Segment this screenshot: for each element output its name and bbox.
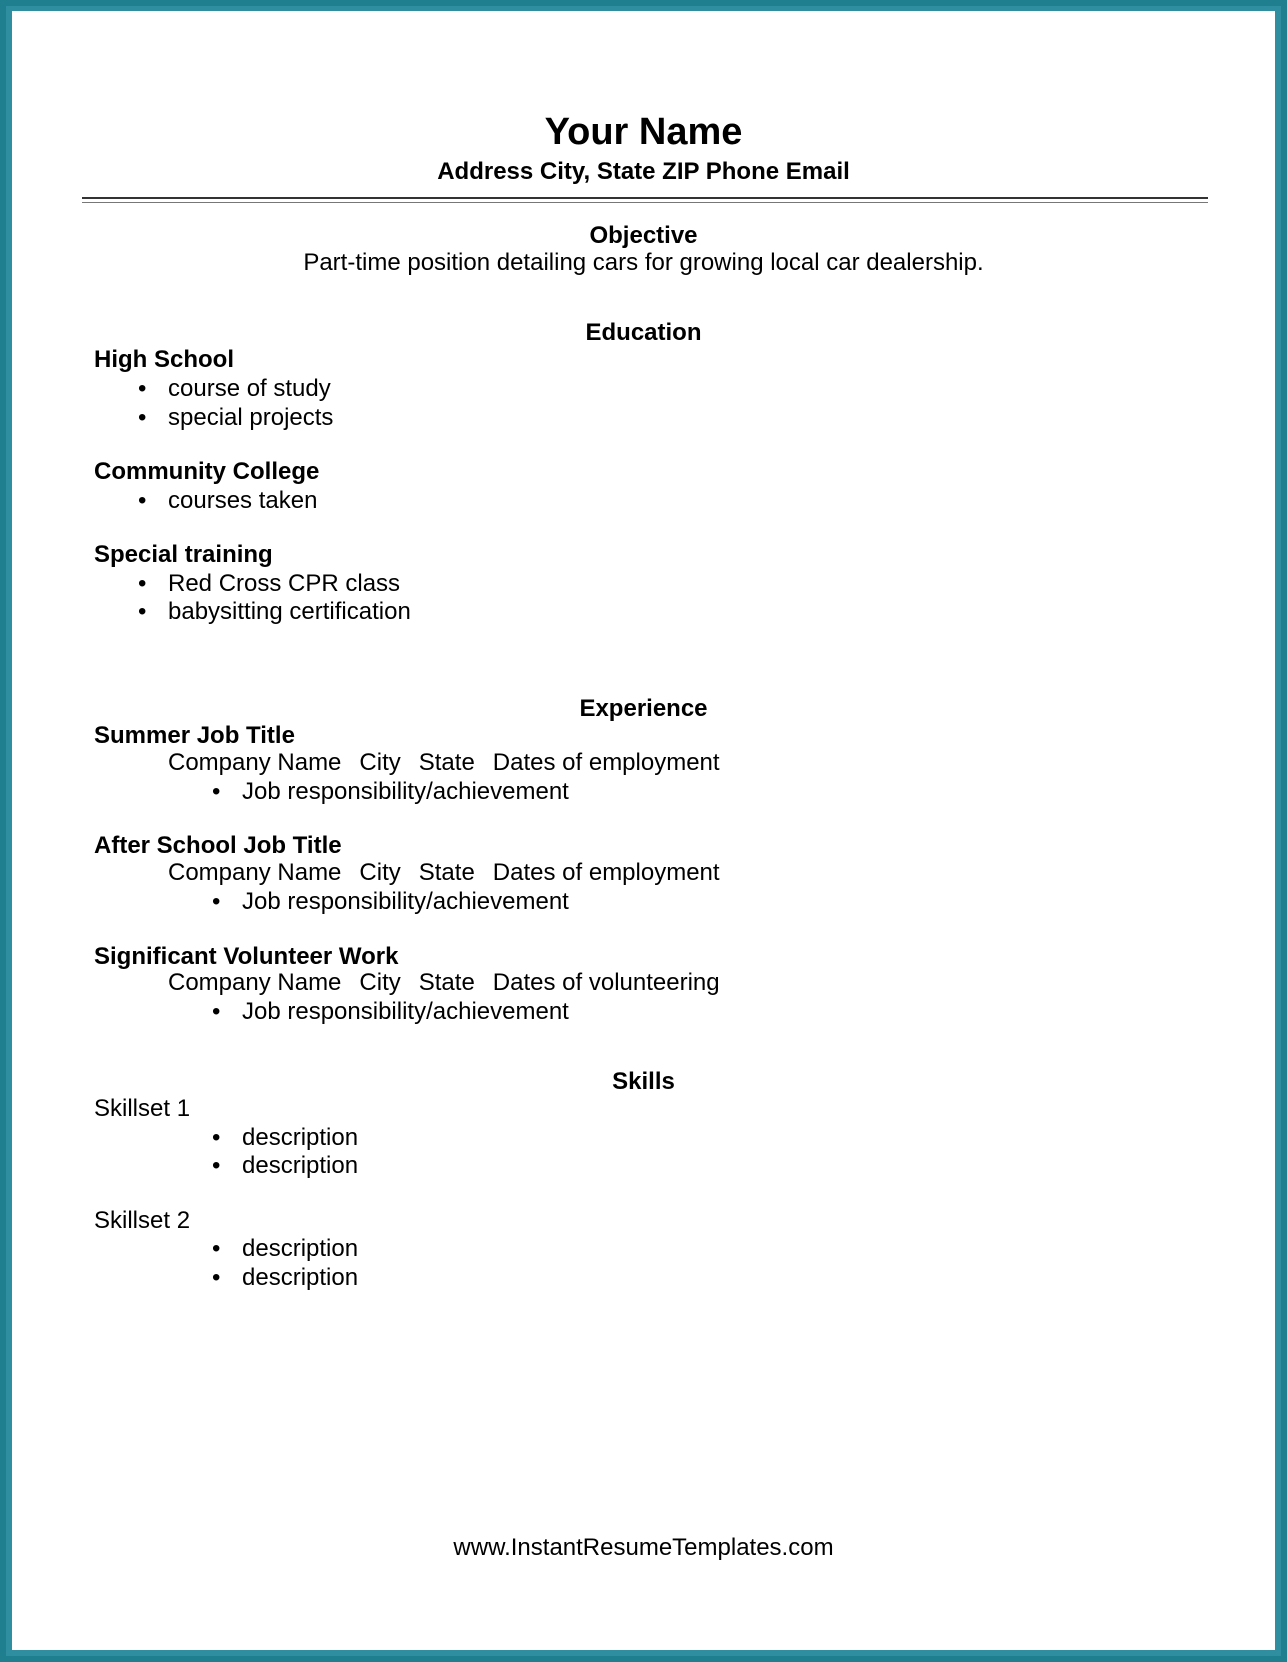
resume-page bbox=[12, 11, 1275, 1650]
company-city: City bbox=[359, 859, 401, 886]
job-dates: Dates of volunteering bbox=[492, 969, 720, 996]
bullet-icon: • bbox=[212, 1152, 221, 1179]
objective-heading: Objective bbox=[589, 222, 698, 249]
education-item: course of study bbox=[168, 375, 331, 402]
job-responsibility: Job responsibility/achievement bbox=[242, 888, 569, 915]
bullet-icon: • bbox=[138, 570, 147, 597]
education-item: courses taken bbox=[168, 487, 318, 514]
job-responsibility: Job responsibility/achievement bbox=[242, 998, 569, 1025]
education-item: special projects bbox=[168, 404, 334, 431]
bullet-icon: • bbox=[138, 404, 147, 431]
footer-url: www.InstantResumeTemplates.com bbox=[453, 1534, 834, 1561]
experience-heading: Experience bbox=[579, 695, 708, 722]
skill-description: description bbox=[242, 1264, 359, 1291]
bullet-icon: • bbox=[138, 375, 147, 402]
bullet-icon: • bbox=[212, 1264, 221, 1291]
bullet-icon: • bbox=[138, 487, 147, 514]
bullet-icon: • bbox=[212, 1235, 221, 1262]
skill-description: description bbox=[242, 1152, 359, 1179]
job-dates: Dates of employment bbox=[492, 749, 720, 776]
header-divider-thin bbox=[82, 202, 1208, 203]
header-divider bbox=[82, 197, 1208, 199]
job-title: After School Job Title bbox=[94, 832, 342, 859]
job-responsibility: Job responsibility/achievement bbox=[242, 778, 569, 805]
education-item: Red Cross CPR class bbox=[168, 570, 401, 597]
education-item: babysitting certification bbox=[168, 598, 411, 625]
bullet-icon: • bbox=[138, 598, 147, 625]
company-state: State bbox=[418, 969, 475, 996]
objective-text: Part-time position detailing cars for growing local car dealership. bbox=[303, 249, 984, 276]
education-group-title: Community College bbox=[94, 458, 320, 485]
job-dates: Dates of employment bbox=[492, 859, 720, 886]
company-name: Company Name bbox=[168, 859, 342, 886]
bullet-icon: • bbox=[212, 1124, 221, 1151]
contact-line: Address City, State ZIP Phone Email bbox=[437, 158, 850, 185]
resume-name: Your Name bbox=[544, 111, 743, 153]
education-group-title: Special training bbox=[94, 541, 273, 568]
company-city: City bbox=[359, 749, 401, 776]
company-state: State bbox=[418, 859, 475, 886]
education-heading: Education bbox=[585, 319, 702, 346]
skill-description: description bbox=[242, 1235, 359, 1262]
job-title: Significant Volunteer Work bbox=[94, 943, 399, 970]
skill-description: description bbox=[242, 1124, 359, 1151]
company-name: Company Name bbox=[168, 969, 342, 996]
job-details bbox=[168, 859, 738, 887]
bullet-icon: • bbox=[212, 998, 221, 1025]
education-group-title: High School bbox=[94, 346, 234, 373]
skillset-title: Skillset 2 bbox=[94, 1207, 191, 1234]
company-state: State bbox=[418, 749, 475, 776]
job-details bbox=[168, 749, 738, 777]
bullet-icon: • bbox=[212, 888, 221, 915]
company-name: Company Name bbox=[168, 749, 342, 776]
company-city: City bbox=[359, 969, 401, 996]
skills-heading: Skills bbox=[612, 1068, 675, 1095]
skillset-title: Skillset 1 bbox=[94, 1095, 191, 1122]
job-details bbox=[168, 969, 738, 997]
job-title: Summer Job Title bbox=[94, 722, 295, 749]
bullet-icon: • bbox=[212, 778, 221, 805]
